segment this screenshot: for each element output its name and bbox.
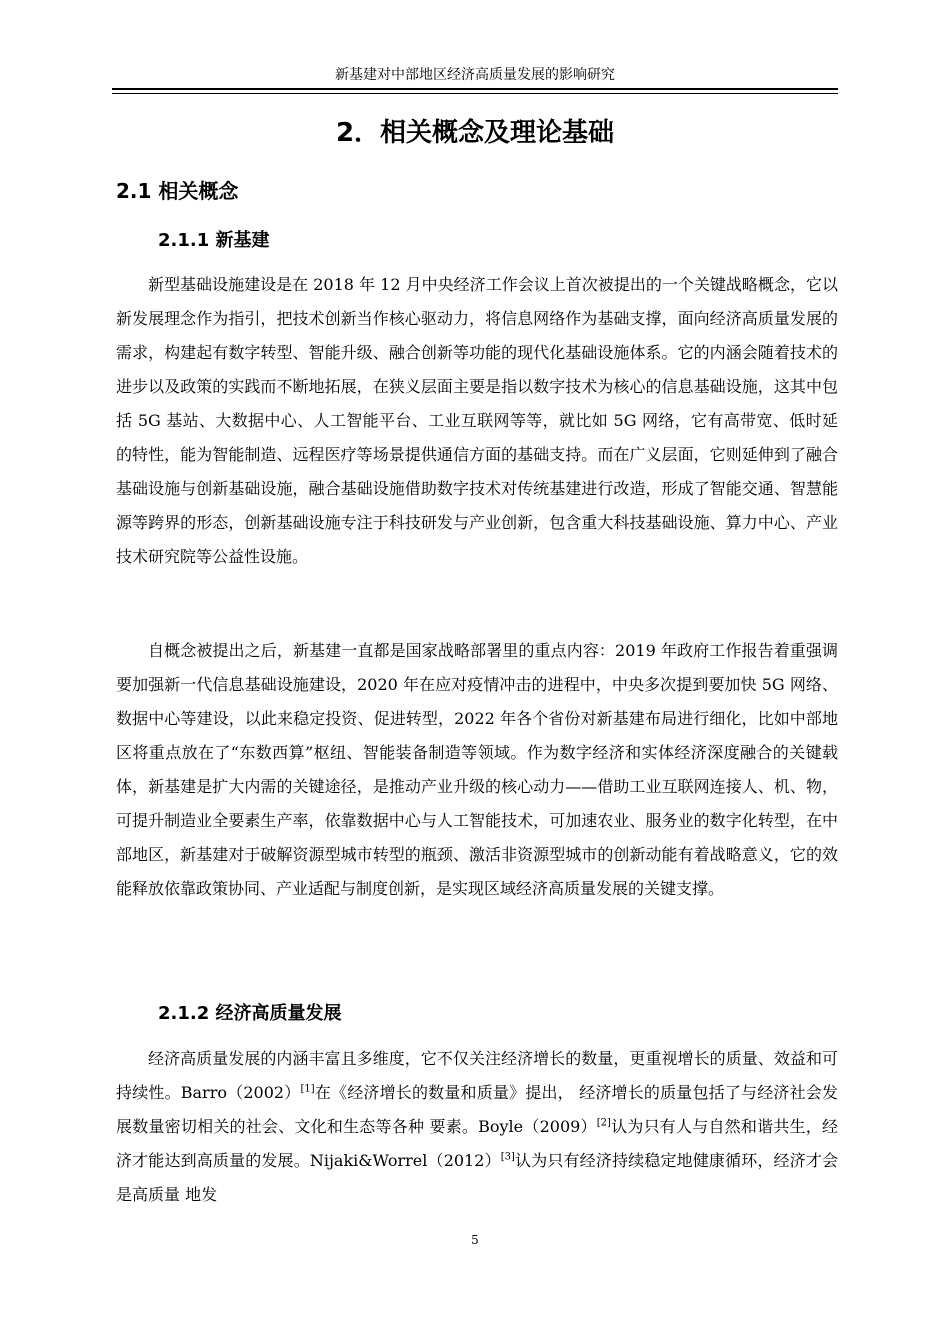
paragraph-quality-development: [116, 1042, 838, 1212]
section-heading: 2.1 相关概念: [116, 179, 239, 203]
paragraph-text-part: 经济高质量发展的内涵丰富且多维度，它不仅关注经济增长的数量，更重视增长的质量、效益和可持续性。Barro（2002）: [116, 1049, 838, 1102]
header-rule-thin: [112, 93, 838, 94]
citation-ref-2[interactable]: [2]: [596, 1117, 611, 1129]
page-number: 5: [471, 1233, 479, 1247]
chapter-title: 2．相关概念及理论基础: [335, 118, 615, 148]
subsection-heading-high-quality-development: 2.1.2 经济高质量发展: [158, 1003, 342, 1024]
paragraph-definition: 新型基础设施建设是在 2018 年 12 月中央经济工作会议上首次被提出的一个关键战略概念，它以新发展理念作为指引，把技术创新当作核心驱动力，将信息网络作为基础支撑，面向经济高质量发展的需求，构建起有数字转型、智能升级、融合创新等功能的现代化基础设施体系。它的内涵会随着技术的进步以及政策的实践而不断地拓展，在狭义层面主要是指以数字技术为核心的信息基础设施，这其中包括 5G 基站、大数据中心、人工智能平台、工业互联网等等，就比如 5G 网络，它有高带宽、低时延的特性，能为智能制造、远程医疗等场景提供通信方面的基础支持。而在广义层面，它则延伸到了融合基础设施与创新基础设施，融合基础设施借助数字技术对传统基建进行改造，形成了智能交通、智慧能源等跨界的形态，创新基础设施专注于科技研发与产业创新，包含重大科技基础设施、算力中心、产业技术研究院等公益性设施。: [116, 275, 838, 566]
paragraph-text-part: 认为只有经济持续稳定地健康循环，经济才会是高质量 地发: [116, 1151, 838, 1204]
citation-ref-3[interactable]: [3]: [500, 1151, 515, 1163]
citation-ref-1[interactable]: [1]: [300, 1083, 315, 1095]
subsection-heading-new-infrastructure: 2.1.1 新基建: [158, 230, 270, 251]
paragraph-policy-history: 自概念被提出之后，新基建一直都是国家战略部署里的重点内容：2019 年政府工作报告着重强调要加强新一代信息基础设施建设，2020 年在应对疫情冲击的进程中，中央多次提到要加快 5G 网络、数据中心等建设，以此来稳定投资、促进转型，2022 年各个省份对新基建布局进行细化，比如中部地区将重点放在了“东数西算”枢纽、智能装备制造等领域。作为数字经济和实体经济深度融合的关键载体，新基建是扩大内需的关键途径，是推动产业升级的核心动力——借助工业互联网连接人、机、物，可提升制造业全要素生产率，依靠数据中心与人工智能技术，可加速农业、服务业的数字化转型，在中部地区，新基建对于破解资源型城市转型的瓶颈、激活非资源型城市的创新动能有着战略意义，它的效能释放依靠政策协同、产业适配与制度创新，是实现区域经济高质量发展的关键支撑。: [116, 641, 838, 898]
paragraph-text-part: 认为只有人与自然和谐共生，经济才能达到高质量的发展。Nijaki&Worrel（2012）: [116, 1117, 838, 1170]
running-header: 新基建对中部地区经济高质量发展的影响研究: [335, 67, 615, 83]
header-rule-thick: [112, 88, 838, 90]
paragraph-text-part: 在《经济增长的数量和质量》提出， 经济增长的质量包括了与经济社会发展数量密切相关的社会、文化和生态等各种 要素。Boyle（2009）: [116, 1083, 838, 1136]
